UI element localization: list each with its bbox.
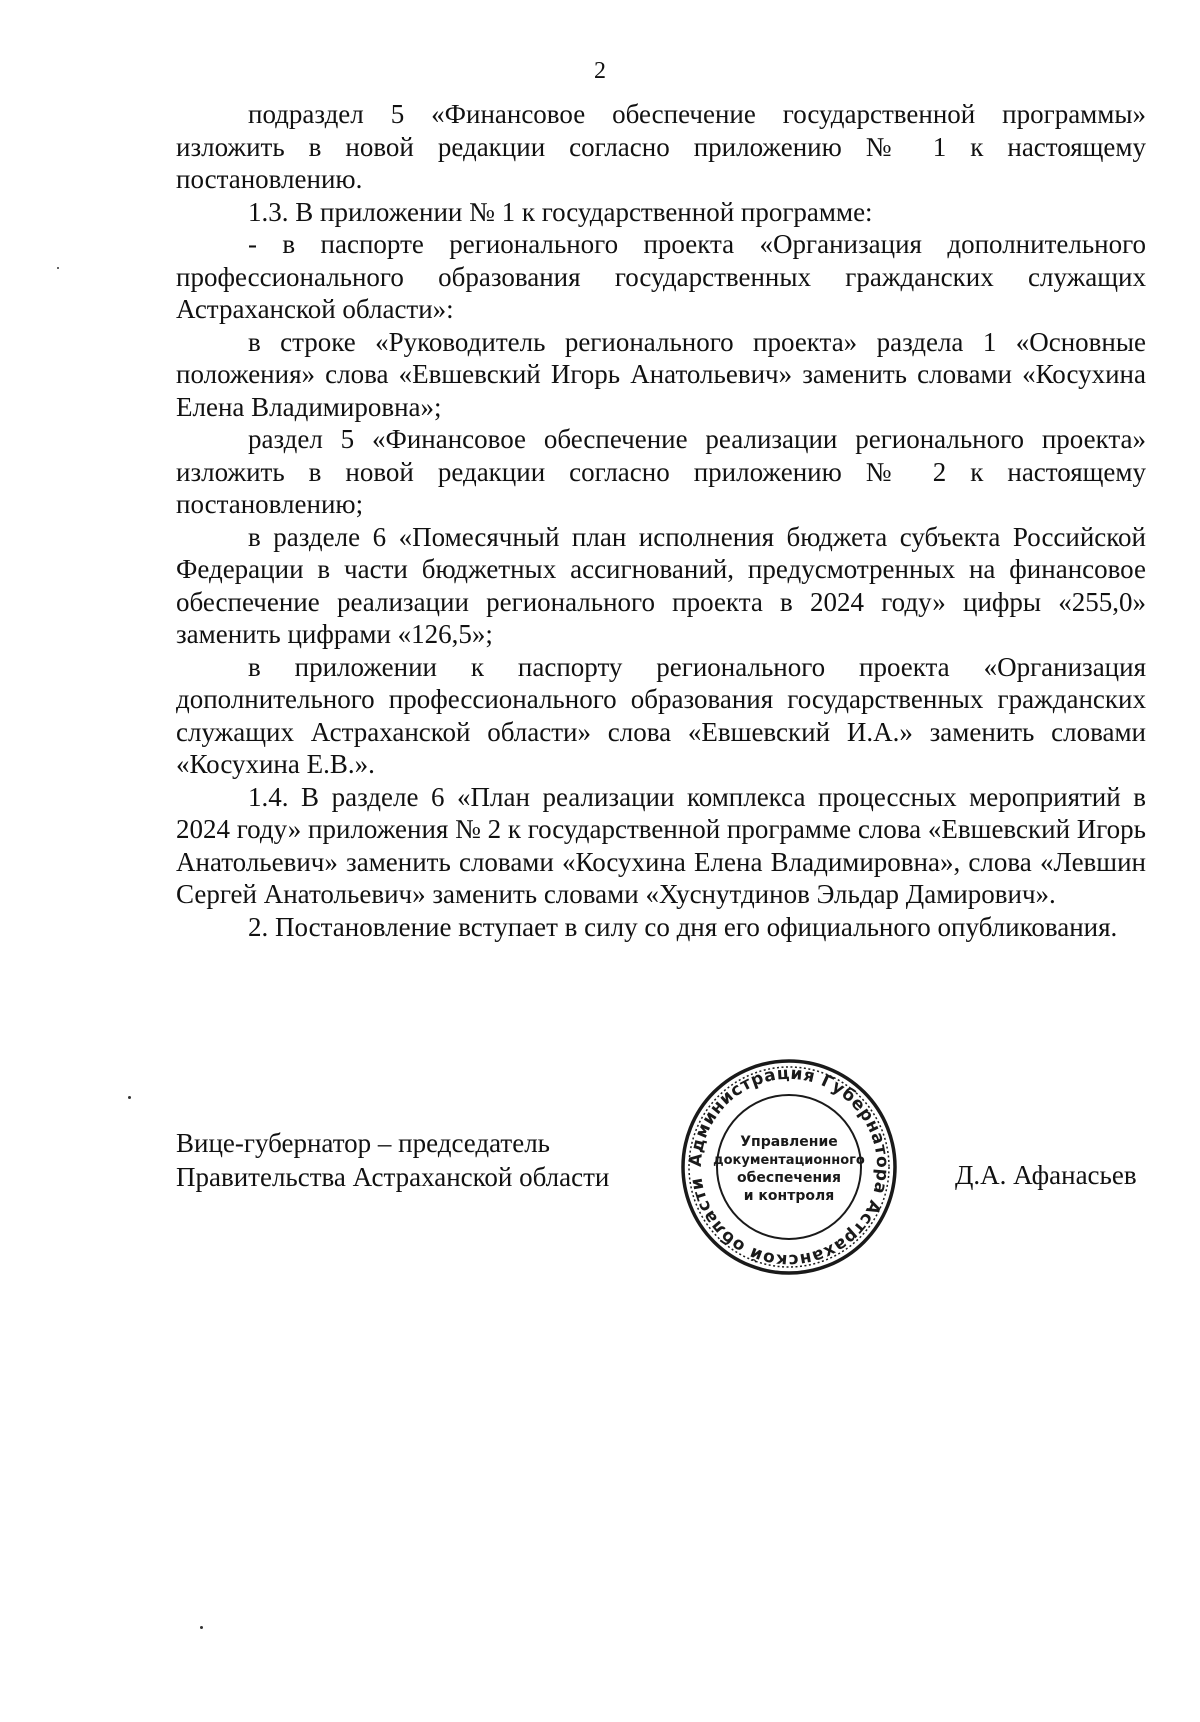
document-body (176, 98, 1146, 943)
seal-inner-line: Управление (740, 1134, 838, 1150)
seal-inner-line: документационного (713, 1153, 865, 1168)
paragraph: 1.3. В приложении № 1 к государственной программе: (248, 196, 873, 227)
seal-outer-text-path: Администрация Губернатора Астраханской области (685, 1063, 893, 1271)
scan-speck (200, 1626, 203, 1629)
paragraph: 2. Постановление вступает в силу со дня его официального опубликования. (248, 911, 1118, 942)
scan-speck (57, 267, 59, 269)
seal-inner-line: обеспечения (737, 1170, 841, 1186)
official-seal-stamp (678, 1056, 900, 1278)
signatory-position-line: Правительства Астраханской области (176, 1162, 610, 1192)
paragraph: 1.4. В разделе 6 «План реализации комплекса процессных мероприятий в 2024 году» приложения № 2 к государственной программе слова «Евшевский Игорь Анатольевич» заменить словами «Косухина Елена Владимировна», слова «Левшин Сергей Анатольевич» заменить словами «Хуснутдинов Эльдар Дамирович». (176, 781, 1146, 909)
seal-inner-line: и контроля (743, 1188, 835, 1204)
scan-speck (128, 1096, 131, 1099)
signatory-name: Д.А. Афанасьев (955, 1160, 1137, 1190)
paragraph: раздел 5 «Финансовое обеспечение реализации регионального проекта» изложить в новой редакции согласно приложению № 2 к настоящему постановлению; (176, 424, 1146, 519)
paragraph: подраздел 5 «Финансовое обеспечение государственной программы» изложить в новой редакции согласно приложению № 1 к настоящему постановлению. (176, 99, 1146, 194)
signatory-position (176, 1126, 609, 1194)
paragraph: в строке «Руководитель регионального проекта» раздела 1 «Основные положения» слова «Евшевский Игорь Анатольевич» заменить словами «Косухина Елена Владимировна»; (176, 326, 1146, 422)
paragraph: - в паспорте регионального проекта «Организация дополнительного профессионального образования государственных гражданских служащих Астраханской области»: (176, 229, 1146, 324)
paragraph: в приложении к паспорту регионального проекта «Организация дополнительного профессионального образования государственных гражданских служащих Астраханской области» слова «Евшевский И.А.» заменить словами «Косухина Е.В.». (176, 651, 1146, 779)
signatory-position-line: Вице-губернатор – председатель (176, 1128, 550, 1158)
page-number: 2 (594, 58, 606, 84)
paragraph: в разделе 6 «Помесячный план исполнения бюджета субъекта Российской Федерации в части бюджетных ассигнований, предусмотренных на финансовое обеспечение реализации регионального проекта в 2024 году» цифры «255,0» заменить цифрами «126,5»; (176, 521, 1146, 649)
